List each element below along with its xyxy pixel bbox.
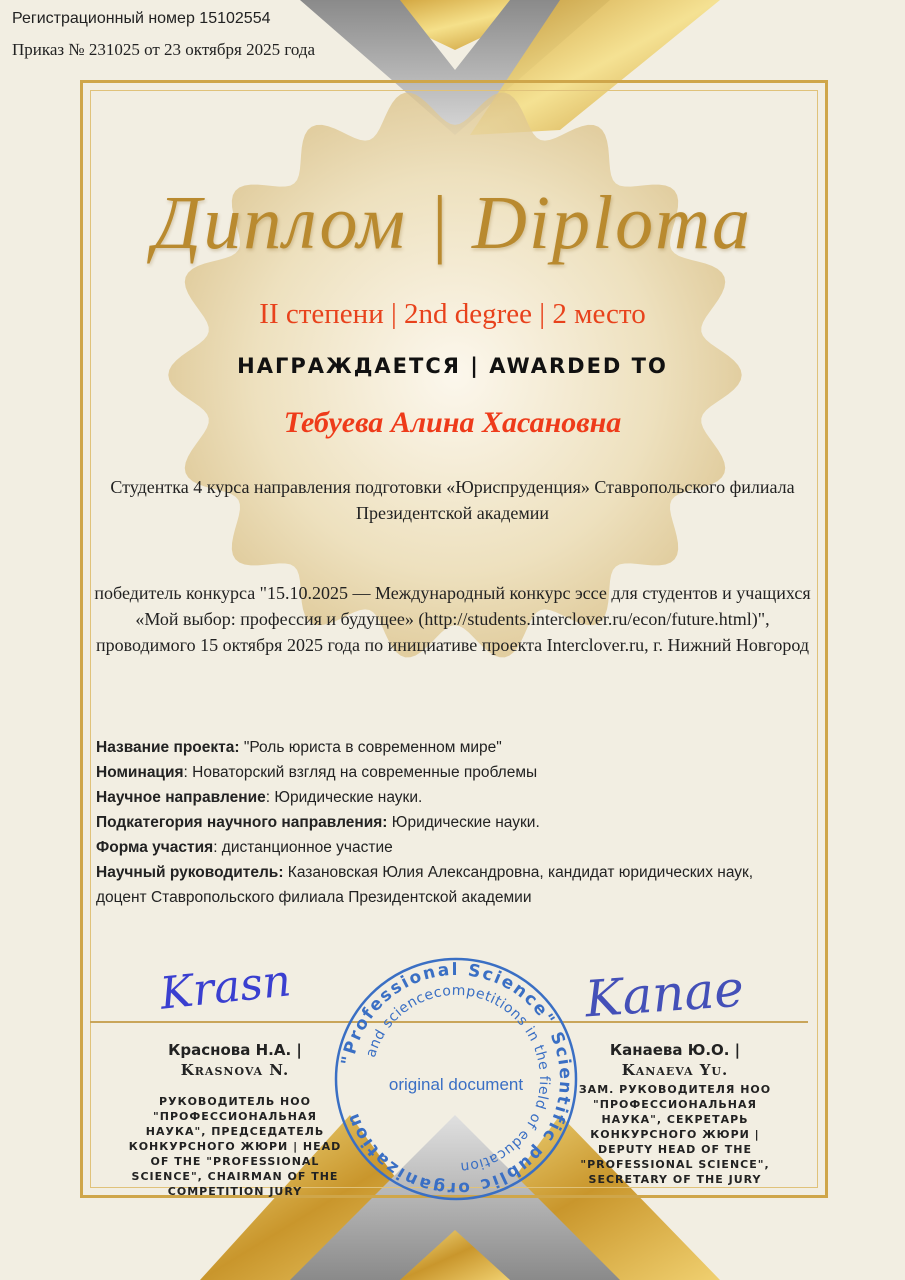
detail-participation: Форма участия: дистанционное участие: [96, 839, 393, 856]
stamp-center-text: original document: [388, 1075, 524, 1094]
student-info: Студентка 4 курса направления подготовки «Юриспруденция» Ставропольского филиала Президентской академии: [110, 477, 795, 523]
detail-direction: Научное направление: Юридические науки.: [96, 789, 423, 806]
winner-text: победитель конкурса "15.10.2025 — Международный конкурс эссе для студентов и учащихся «Мой выбор: профессия и будущее» (http://students.interclover.ru/econ/future.html)", проводимого 15 октября 2025 года по инициативе проекта Interclover.ru, г. Нижний Новгород: [94, 583, 811, 655]
stamp-inner-text: and sciencecompetitions in the field of education: [363, 982, 553, 1175]
signatory-right: Канаева Ю.О. | Kanaeva Yu. ЗАМ. РУКОВОДИТЕЛЯ НОО "ПРОФЕССИОНАЛЬНАЯ НАУКА", СЕКРЕТАРЬ КОНКУРСНОГО ЖЮРИ | DEPUTY HEAD OF THE "PROFESSIONAL SCIENCE", SECRETARY OF THE JURY: [578, 1041, 772, 1186]
signature-left: Krasn: [157, 955, 294, 1020]
registration-number: Регистрационный номер 15102554: [12, 10, 271, 27]
awarded-to: НАГРАЖДАЕТСЯ | AWARDED TO: [237, 354, 668, 378]
detail-subcategory: Подкатегория научного направления: Юридические науки.: [96, 814, 540, 831]
signature-right: Kanae: [583, 959, 746, 1029]
order-number: Приказ № 231025 от 23 октября 2025 года: [12, 40, 316, 59]
project-details: [96, 735, 796, 910]
recipient-name: Тебуева Алина Хасановна: [283, 406, 622, 439]
detail-nomination: Номинация: Новаторский взгляд на современные проблемы: [96, 764, 538, 781]
degree: II степени | 2nd degree | 2 место: [259, 298, 646, 330]
stamp-outer-text: "Professional Science" Scientific public organization: [337, 959, 576, 1199]
official-stamp: [332, 955, 580, 1203]
diploma-title: Диплом | Diploma: [153, 181, 752, 265]
detail-project-name: Название проекта: "Роль юриста в современном мире": [96, 739, 502, 756]
detail-supervisor: Научный руководитель: Казановская Юлия Александровна, кандидат юридических наук, доцент Ставропольского филиала Президентской академии: [96, 864, 754, 906]
signatory-left: Краснова Н.А. | Krasnova N. РУКОВОДИТЕЛЬ НОО "ПРОФЕССИОНАЛЬНАЯ НАУКА", ПРЕДСЕДАТЕЛЬ КОНКУРСНОГО ЖЮРИ | HEAD OF THE "PROFESSIONAL SCIENCE", CHAIRMAN OF THE COMPETITION JURY: [128, 1041, 342, 1198]
